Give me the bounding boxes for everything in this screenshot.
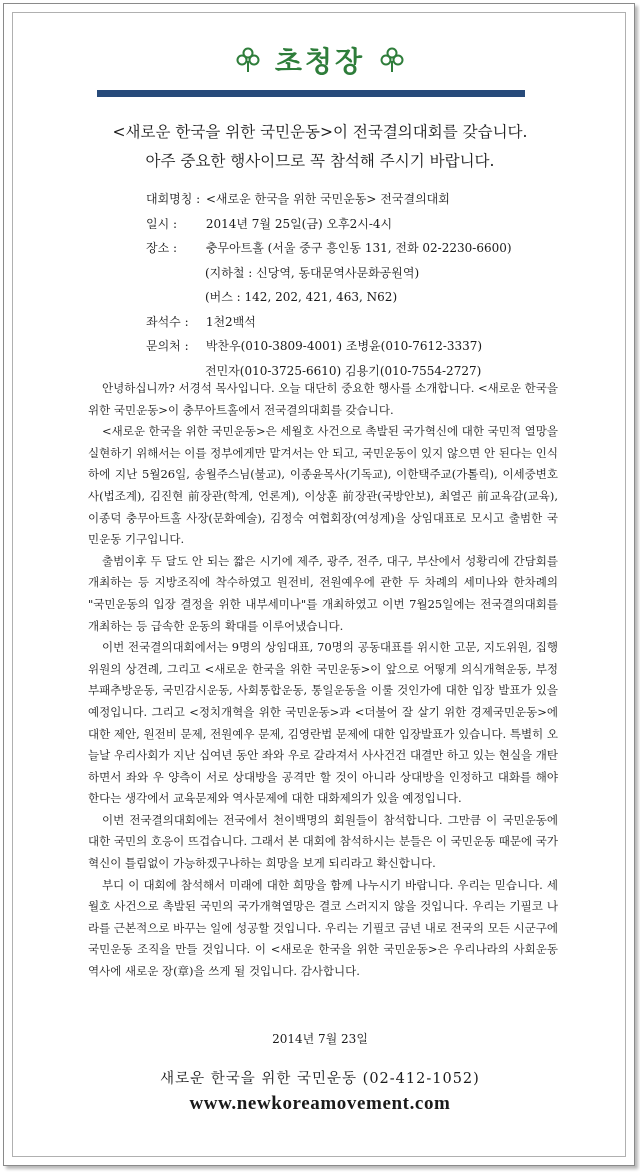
website-link[interactable]: www.newkoreamovement.com [189, 1093, 451, 1114]
info-place-value: 충무아트홀 (서울 중구 흥인동 131, 전화 02-2230-6600) [205, 241, 512, 255]
letter-date: 2014년 7월 23일 [272, 1032, 368, 1046]
info-date-value: 2014년 7월 25일(금) 오후2시-4시 [205, 216, 393, 231]
clover-icon [380, 47, 404, 73]
info-seats-value: 1천2백석 [205, 314, 256, 329]
body-paragraph-2: <새로운 한국을 위한 국민운동>은 세월호 사건으로 촉발된 국가혁신에 대한 국민적 열망을 실현하기 위해서는 이를 정부에게만 맡겨서는 안 되고, 국민운동이 있지 않으면 안 된다는 인식 하에 지난 5월26일, 송월주스님(불교), 이종윤목사(기독교), 이한택주교(가톨릭), 이세중변호사(법조계), 김진현 前장관(학계, 언론계), 이상훈 前장관(국방안보), 최열곤 前교육감(교육), 이종덕 충무아트홀 사장(문화예술), 김정숙 여협회장(여성계)을 상임대표로 모시고 출범한 국민운동 기구입니다. [88, 424, 558, 547]
info-place-label: 장소 : [146, 241, 178, 255]
letter-body [88, 378, 558, 983]
intro-line-1: <새로운 한국을 위한 국민운동>이 전국결의대회를 갖습니다. [112, 123, 528, 141]
info-contact-line-2: 전민자(010-3725-6610) 김용기(010-7554-2727) [205, 363, 482, 378]
info-place [146, 236, 512, 261]
info-place-bus: (버스 : 142, 202, 421, 463, N62) [205, 290, 398, 304]
page-title: 초청장 [274, 45, 366, 78]
body-paragraph-6: 부디 이 대회에 참석해서 미래에 대한 희망을 함께 나누시기 바랍니다. 우리는 믿습니다. 세월호 사건으로 촉발된 국민의 국가개혁열망은 결코 스러지지 않을 것입니다. 우리는 기필코 나라를 근본적으로 바꾸는 일에 성공할 것입니다. 우리는 기필코 금년 내로 전국의 모든 시군구에 국민운동 조직을 만들 것입니다. 이 <새로운 한국을 위한 국민운동>은 우리나라의 사회운동 역사에 새로운 장(章)을 쓰게 될 것입니다. 감사합니다. [88, 877, 558, 979]
info-event [146, 187, 512, 212]
info-contact-label: 문의처 : [146, 339, 189, 353]
info-contact-line-1: 박찬우(010-3809-4001) 조병윤(010-7612-3337) [205, 339, 483, 353]
info-date-label: 일시 : [146, 216, 178, 231]
info-date [146, 212, 512, 237]
title-underline-bar [97, 90, 525, 97]
body-paragraph-4: 이번 전국결의대회에서는 9명의 상임대표, 70명의 공동대표를 위시한 고문, 지도위원, 집행위원의 상견례, 그리고 <새로운 한국을 위한 국민운동>이 앞으로 어떻게 의식개혁운동, 부정부패추방운동, 국민감시운동, 사회통합운동, 통일운동을 이룰 것인가에 대한 입장 발표가 있을 예정입니다. 그리고 <정치개혁을 위한 국민운동>과 <더불어 잘 살기 위한 경제국민운동>에 대한 제안, 원전비 문제, 전원예우 문제, 김영란법 문제에 대한 입장발표가 있습니다. 특별히 오늘날 우리사회가 지난 십여년 동안 좌와 우로 갈라져서 사사건건 대결만 하고 있는 현실을 개탄하면서 좌와 우 양측이 서로 상대방을 공격만 할 것이 아니라 상대방을 인정하고 대화를 해야 한다는 생각에서 교육문제와 역사문제에 대한 대화제의가 있을 예정입니다. [88, 640, 558, 806]
organization-contact: 새로운 한국을 위한 국민운동 (02-412-1052) [160, 1071, 480, 1087]
intro-line-2: 아주 중요한 행사이므로 꼭 참석해 주시기 바랍니다. [145, 152, 495, 170]
body-paragraph-3: 출범이후 두 달도 안 되는 짧은 시기에 제주, 광주, 전주, 대구, 부산에서 성황리에 간담회를 개최하는 등 지방조직에 착수하였고 원전비, 전원예우에 관한 두 차례의 세미나와 한차례의 "국민운동의 입장 결정을 위한 내부세미나"를 개최하였고 이번 7월25일에는 전국결의대회를 개최하는 등 급속한 운동의 확대를 이루어냈습니다. [88, 553, 558, 633]
intro-message [0, 118, 640, 176]
body-paragraph-1: 안녕하십니까? 서경석 목사입니다. 오늘 대단히 중요한 행사를 소개합니다. <새로운 한국을 위한 국민운동>이 충무아트홀에서 전국결의대회를 갖습니다. [88, 381, 558, 417]
info-event-label: 대회명칭 : [146, 192, 201, 206]
info-event-value: <새로운 한국을 위한 국민운동> 전국결의대회 [205, 192, 450, 206]
body-paragraph-5: 이번 전국결의대회에는 전국에서 천이백명의 회원들이 참석합니다. 그만큼 이 국민운동에 대한 국민의 호응이 뜨겁습니다. 그래서 본 대회에 참석하시는 분들은 이 국민운동 때문에 국가혁신이 틀림없이 가능하겠구나하는 희망을 보게 되리라고 확신합니다. [88, 812, 558, 871]
info-contact [146, 334, 512, 359]
title-row [0, 40, 640, 80]
info-seats [146, 310, 512, 335]
info-place-subway: (지하철 : 신당역, 동대문역사문화공원역) [205, 265, 420, 280]
info-seats-label: 좌석수 : [146, 314, 189, 329]
event-info [146, 187, 512, 383]
clover-icon [236, 47, 260, 73]
